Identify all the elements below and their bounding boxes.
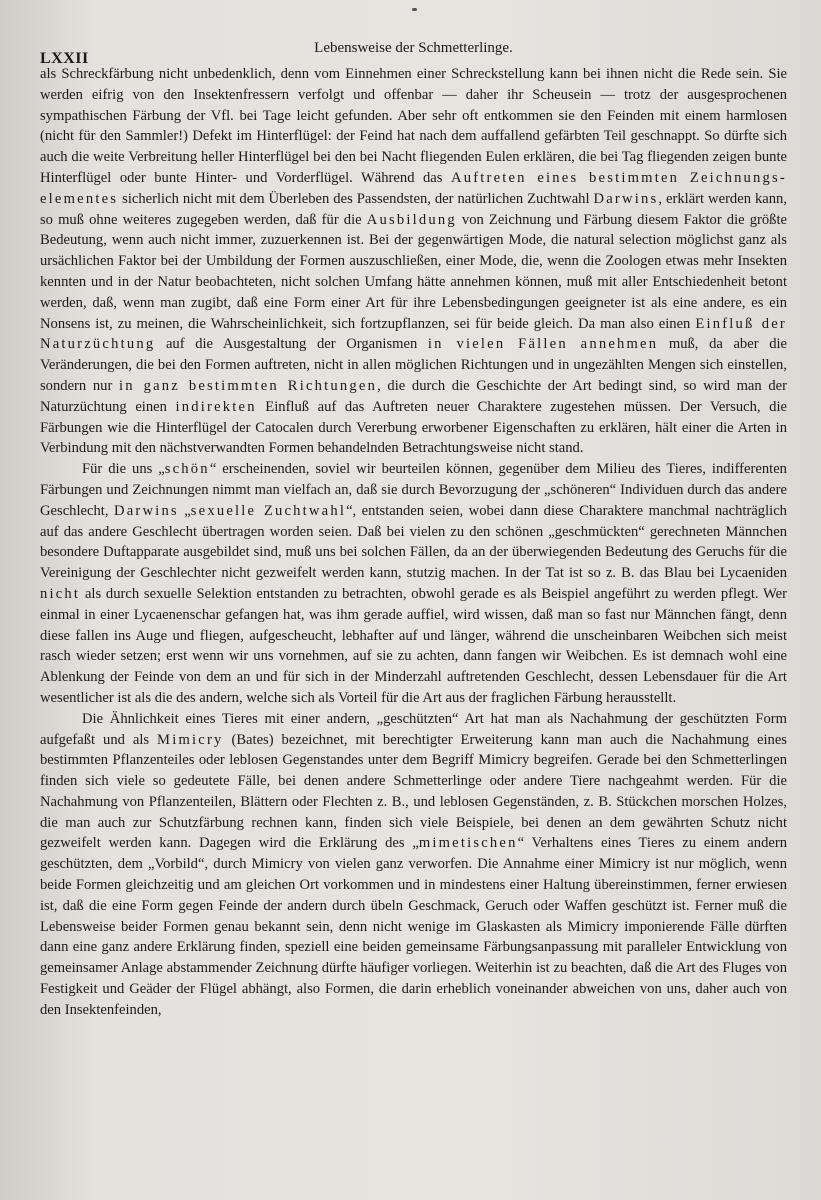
paragraph — [40, 709, 787, 1021]
spaced-emphasis-text: indirekten — [175, 398, 257, 415]
text-run: „ — [178, 502, 191, 519]
paragraph — [40, 64, 787, 459]
ink-speck — [412, 8, 417, 11]
text-run: Einfluß auf das Auftreten neuer Charaktere zugestehen müssen. Der Versuch, die Färbungen wie die Hinterflügel der Catocalen durch Vererbung erworbener Eigenschaften zu erklären, hält einer die Arten in Verbindung mit den nächstverwandten Formen behandelnden Betrachtungsweise nicht stand. — [40, 398, 788, 457]
text-run: auf die Ausgestaltung der Organismen — [155, 336, 428, 353]
spaced-emphasis-text: Mimicry — [157, 731, 224, 748]
spaced-emphasis-text: Auftreten eines bestimmten Zeichnungs-elementes — [40, 169, 787, 207]
paragraph — [40, 459, 787, 709]
text-run: “ erscheinenden, soviel wir beurteilen können, gegenüber dem Milieu des Tieres, indifferenten Färbungen und Zeichnungen nimmt man vielfach an, daß sie durch Bevorzugung der „schöneren“ Individuen durch das andere Geschlecht, — [40, 461, 787, 519]
page-header — [40, 36, 787, 67]
text-run: “ Verhaltens eines Tieres zu einem andern geschützten, dem „Vorbild“, durch Mimicry von vielen ganz verworfen. Die Annahme einer Mimicry ist nur möglich, wenn beide Formen gleichzeitig und am gleichen Ort vorkommen und in mindestens einer Haltung übereinstimmen, ferner erwiesen ist, daß die eine Form gegen Feinde der andern durch übeln Geschmack, Geruch oder Waffen geschützt ist. Ferner muß die Lebensweise beider Formen genau bekannt sein, denn nicht wenige im Glaskasten als Mimicry imponierende Fälle dürften dann eine ganz andere Erklärung finden, speziell eine beiden gemeinsame Färbungsanpassung mit paralleler Entwicklung von gemeinsamer Anlage abstammender Zeichnung dürfte häufiger vorliegen. Weiterhin ist zu beachten, daß die Art des Fluges von Festigkeit und Geäder der Flügel abhängt, also Formen, die darin erheblich voneinander abweichen von uns, daher auch von den Insektenfeinden, — [40, 835, 787, 1018]
text-run: , erklärt werden kann, so muß ohne weiteres zugegeben werden, daß für die — [40, 190, 788, 228]
body-text — [40, 64, 787, 1021]
spaced-emphasis-text: in vielen Fällen annehmen — [427, 336, 659, 353]
page-number: LXXII — [40, 50, 89, 67]
spaced-emphasis-text: nicht — [40, 585, 81, 602]
text-run: , die durch die Geschichte der Art bedingt sind, so wird man der Naturzüchtung einen — [40, 377, 787, 415]
text-run: als Schreckfärbung nicht unbedenklich, denn vom Einnehmen einer Schreckstellung kann bei ihnen nicht die Rede sein. Sie werden eifrig von den Insektenfressern verfolgt und offenbar — daher ihr Scheusein — trotz der ausgesprochenen sympathischen Färbung der Vfl. bei Tage leicht gefunden. Aber sehr oft entkommen sie den Feinden mit einem harmlosen (nicht für den Sammler!) Defekt im Hinterflügel: der Feind hat nach dem auffallend gefärbten Teil geschnappt. So dürfte sich auch die weite Verbreitung heller Hinterflügel bei den bei Nacht fliegenden Eulen erklären, die bei Tag fliegenden zeigen bunte Hinterflügel oder bunte Hinter- und Vorderflügel. Während das — [40, 66, 787, 186]
spaced-emphasis-text: sexuelle Zuchtwahl — [190, 502, 347, 519]
spaced-emphasis-text: schön — [164, 461, 210, 478]
spaced-emphasis-text: mimetischen — [418, 835, 518, 852]
spaced-emphasis-text: Ausbildung — [366, 211, 457, 228]
spaced-emphasis-text: Darwins — [113, 502, 179, 519]
spaced-emphasis-text: Darwins — [593, 190, 659, 207]
text-run: Die Ähnlichkeit eines Tieres mit einer andern, „geschützten“ Art hat man als Nachahmung der geschützten Form aufgefaßt und als — [40, 710, 787, 748]
running-title: Lebensweise der Schmetterlinge. — [314, 40, 513, 56]
text-run: von Zeichnung und Färbung diesem Faktor die größte Bedeutung, wenn auch nicht immer, zuzuerkennen ist. Bei der gegenwärtigen Mode, die natural selection möglichst ganz als ursächlichen Faktor bei der Umbildung der Formen auszuschließen, einer Mode, die, wenn die Zoologen etwas mehr Insekten kennten und in der Natur beobachteten, nicht solchen Umfang hätte annehmen können, muß mit aller Entschiedenheit betont werden, daß, wenn man zugibt, daß eine Form einer Art für ihre Lebensbedingungen geeigneter ist als eine andere, es ein Nonsens ist, zu meinen, die Wahrscheinlichkeit, sich fortzupflanzen, sei für beide gleich. Da man also einen — [40, 211, 787, 332]
spaced-emphasis-text: Einfluß der Naturzüchtung — [40, 315, 787, 353]
text-run: als durch sexuelle Selektion entstanden zu betrachten, obwohl gerade es als Beispiel angeführt zu werden pflegt. Wer einmal in einer Lycaenenschar gefangen hat, was ihm gerade auffiel, wird wissen, daß man so fast nur Männchen fängt, denn diese fallen ins Auge und fliegen, aufgescheucht, lebhafter auf und länger, während die unscheinbaren Weibchen sich meist rasch wieder setzen; erst wenn wir uns vornehmen, auf sie zu achten, dann fangen wir Weibchen. Es ist demnach wohl eine Ablenkung der Feinde von dem an und für sich in der Minderzahl auftretenden Geschlecht, dessen Lebensdauer für die Art wesentlicher ist als die des andern, welche sich als Vorteil für die Art aus der fraglichen Färbung herausstellt. — [40, 585, 787, 706]
text-run: Für die uns „ — [82, 461, 165, 478]
text-run: muß, da aber die Veränderungen, die bei den Formen auftreten, nicht in allen möglichen Richtungen und in ungezählten Mengen sich einstellen, sondern nur — [40, 336, 788, 394]
text-run: (Bates) bezeichnet, mit berechtigter Erweiterung kann man auch die Nachahmung eines bestimmten Pflanzenteiles oder leblosen Gegenstandes unter dem Begriff Mimicry begreifen. Gerade bei den Schmetterlingen finden sich viele so gedeutete Fälle, bei denen andere Schmetterlinge oder andere Tiere nachgeahmt werden. Für die Nachahmung von Pflanzenteilen, Blättern oder Flechten z. B., und leblosen Gegenständen, z. B. Stückchen morschen Holzes, die man auch zur Schutzfärbung rechnen kann, finden sich viele Beispiele, bei denen an dem gewährten Schutz nicht gezweifelt werden kann. Dagegen wird die Erklärung des „ — [40, 731, 787, 852]
text-run: “, entstanden seien, wobei dann diese Charaktere manchmal nachträglich auf das andere Geschlecht übertragen worden seien. Daß bei vielen zu den schönen „geschmückten“ gerechneten Männchen besondere Duftapparate ausgebildet sind, muß uns bei solchen Fällen, da an der überwiegenden Bedeutung des Geruchs für die Vereinigung der Geschlechter nicht gezweifelt werden kann, stutzig machen. In der Tat ist so z. B. das Blau bei Lycaeniden — [40, 502, 787, 582]
spaced-emphasis-text: in ganz bestimmten Richtungen — [119, 377, 378, 394]
text-run: sicherlich nicht mit dem Überleben des Passendsten, der natürlichen Zuchtwahl — [118, 190, 594, 207]
